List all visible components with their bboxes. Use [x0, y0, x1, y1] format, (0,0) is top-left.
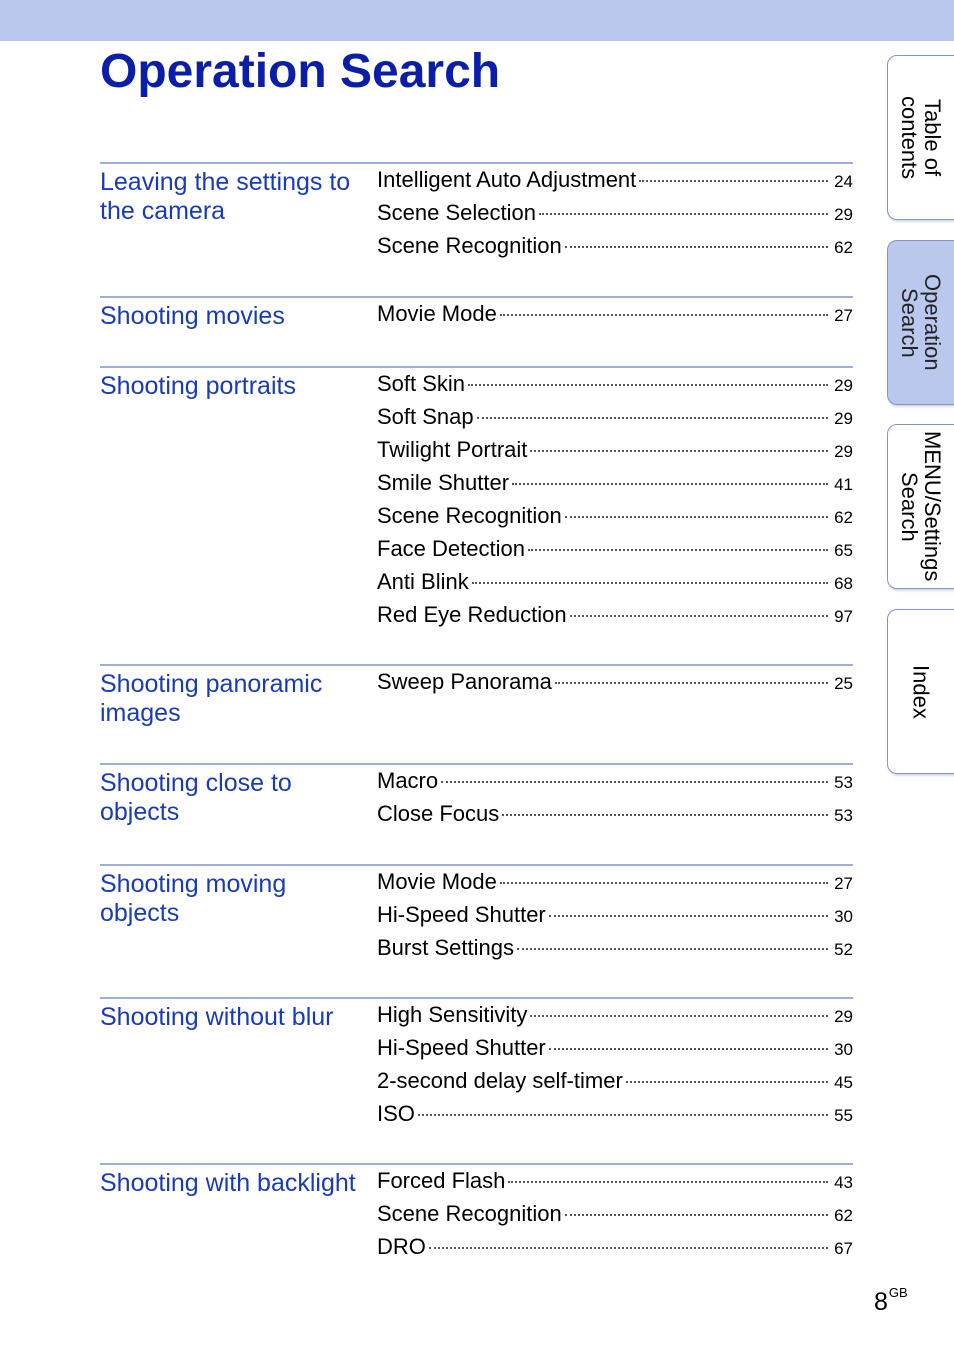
entry-link[interactable]: [377, 536, 853, 569]
page-number-value: 8: [874, 1288, 888, 1316]
entry-link[interactable]: [377, 200, 853, 233]
entry-link[interactable]: [377, 404, 853, 437]
category-label[interactable]: Shooting panoramic images: [100, 670, 323, 727]
entry-page[interactable]: 29: [834, 376, 853, 395]
entry-link[interactable]: [377, 233, 853, 266]
entry-link[interactable]: [377, 470, 853, 503]
leader-dots: [539, 213, 828, 215]
page-number-suffix: GB: [888, 1285, 908, 1300]
entry-link[interactable]: [377, 768, 853, 801]
entry-label[interactable]: ISO: [377, 1101, 415, 1126]
entry-link[interactable]: [377, 935, 853, 968]
entry-page[interactable]: 27: [834, 306, 853, 325]
entry-label[interactable]: Close Focus: [377, 801, 500, 826]
entry-link[interactable]: [377, 301, 853, 334]
leader-dots: [565, 1214, 828, 1216]
leader-dots: [502, 814, 828, 816]
category-label[interactable]: Shooting close to objects: [100, 769, 292, 826]
category-label[interactable]: Shooting portraits: [100, 372, 296, 400]
entry-page[interactable]: 62: [834, 508, 853, 527]
leader-dots: [570, 615, 829, 617]
section-with-backlight: [100, 1163, 853, 1273]
entry-label[interactable]: Scene Recognition: [377, 503, 562, 528]
entry-page[interactable]: 62: [834, 238, 853, 257]
leader-dots: [429, 1247, 828, 1249]
section-shooting-close: [100, 763, 853, 864]
entry-page[interactable]: 25: [834, 674, 853, 693]
entry-page[interactable]: 29: [834, 1007, 853, 1026]
entry-link[interactable]: [377, 569, 853, 602]
leader-dots: [549, 915, 828, 917]
section-shooting-panoramic: [100, 664, 853, 763]
tab-label: Table of contents: [897, 95, 945, 180]
leader-dots: [500, 314, 828, 316]
entry-label[interactable]: Hi-Speed Shutter: [377, 902, 546, 927]
entry-label[interactable]: Forced Flash: [377, 1168, 506, 1193]
entry-page[interactable]: 52: [834, 940, 853, 959]
entry-page[interactable]: 68: [834, 574, 853, 593]
leader-dots: [565, 516, 828, 518]
leader-dots: [500, 882, 828, 884]
entry-page[interactable]: 65: [834, 541, 853, 560]
tab-label: Index: [908, 664, 934, 719]
entry-page[interactable]: 27: [834, 874, 853, 893]
leader-dots: [418, 1114, 828, 1116]
entry-page[interactable]: 45: [834, 1073, 853, 1092]
entry-page[interactable]: 41: [834, 475, 853, 494]
leader-dots: [639, 180, 828, 182]
page-title: Operation Search: [100, 45, 501, 98]
entry-label[interactable]: 2-second delay self-timer: [377, 1068, 623, 1093]
entry-label[interactable]: Burst Settings: [377, 935, 514, 960]
entry-label[interactable]: Soft Snap: [377, 404, 474, 429]
section-shooting-moving: [100, 864, 853, 997]
entry-page[interactable]: 67: [834, 1239, 853, 1258]
entry-link[interactable]: [377, 869, 853, 902]
category-label[interactable]: Shooting movies: [100, 302, 285, 330]
leader-dots: [530, 450, 828, 452]
entry-page[interactable]: 53: [834, 773, 853, 792]
section-leaving-settings: [100, 162, 853, 296]
entry-label[interactable]: DRO: [377, 1234, 426, 1259]
section-shooting-portraits: [100, 366, 853, 664]
leader-dots: [555, 682, 828, 684]
entry-label[interactable]: Face Detection: [377, 536, 525, 561]
leader-dots: [477, 417, 828, 419]
entry-link[interactable]: [377, 1201, 853, 1234]
entry-label[interactable]: Scene Selection: [377, 200, 536, 225]
tab-label: MENU/Settings Search: [897, 431, 945, 582]
leader-dots: [549, 1048, 828, 1050]
entry-label[interactable]: Scene Recognition: [377, 233, 562, 258]
entry-link[interactable]: [377, 371, 853, 404]
tab-label: Operation Search: [897, 274, 945, 371]
entry-link[interactable]: [377, 902, 853, 935]
entry-page[interactable]: 30: [834, 1040, 853, 1059]
leader-dots: [530, 1015, 828, 1017]
entry-label[interactable]: High Sensitivity: [377, 1002, 528, 1027]
leader-dots: [626, 1081, 828, 1083]
entry-link[interactable]: [377, 167, 853, 200]
entry-page[interactable]: 55: [834, 1106, 853, 1125]
entry-page[interactable]: 97: [834, 607, 853, 626]
entry-label[interactable]: Hi-Speed Shutter: [377, 1035, 546, 1060]
entry-label[interactable]: Movie Mode: [377, 301, 497, 326]
entry-link[interactable]: [377, 1234, 853, 1267]
entry-label[interactable]: Smile Shutter: [377, 470, 510, 495]
operation-list: [100, 162, 853, 1273]
entry-link[interactable]: [377, 1101, 853, 1134]
entry-label[interactable]: Intelligent Auto Adjustment: [377, 167, 637, 192]
tab-index[interactable]: [887, 609, 954, 774]
category-label[interactable]: Shooting without blur: [100, 1003, 334, 1031]
header-band: [0, 0, 954, 41]
leader-dots: [565, 246, 828, 248]
entry-page[interactable]: 30: [834, 907, 853, 926]
leader-dots: [472, 582, 828, 584]
entry-label[interactable]: Sweep Panorama: [377, 669, 552, 694]
entry-link[interactable]: [377, 1035, 853, 1068]
entry-link[interactable]: [377, 437, 853, 470]
entry-label[interactable]: Red Eye Reduction: [377, 602, 567, 627]
entry-page[interactable]: 29: [834, 442, 853, 461]
entry-link[interactable]: [377, 1068, 853, 1101]
entry-label[interactable]: Movie Mode: [377, 869, 497, 894]
entry-link[interactable]: [377, 1168, 853, 1201]
entry-link[interactable]: [377, 602, 853, 635]
section-without-blur: [100, 997, 853, 1163]
category-label[interactable]: Shooting with backlight: [100, 1169, 356, 1197]
entry-label[interactable]: Anti Blink: [377, 569, 469, 594]
tab-operation-search[interactable]: [887, 240, 954, 405]
entry-page[interactable]: 24: [834, 172, 853, 191]
entry-link[interactable]: [377, 1002, 853, 1035]
tab-menu-settings-search[interactable]: [887, 424, 954, 589]
category-label[interactable]: Leaving the settings to the camera: [100, 168, 351, 225]
leader-dots: [517, 948, 828, 950]
entry-page[interactable]: 62: [834, 1206, 853, 1225]
leader-dots: [528, 549, 828, 551]
leader-dots: [468, 384, 828, 386]
entry-page[interactable]: 43: [834, 1173, 853, 1192]
entry-link[interactable]: [377, 801, 853, 834]
entry-link[interactable]: [377, 503, 853, 536]
category-label[interactable]: Shooting moving objects: [100, 870, 287, 927]
entry-page[interactable]: 53: [834, 806, 853, 825]
leader-dots: [441, 781, 828, 783]
entry-page[interactable]: 29: [834, 205, 853, 224]
tab-table-of-contents[interactable]: [887, 55, 954, 220]
section-shooting-movies: [100, 296, 853, 366]
leader-dots: [512, 483, 828, 485]
entry-label[interactable]: Scene Recognition: [377, 1201, 562, 1226]
entry-label[interactable]: Macro: [377, 768, 439, 793]
entry-label[interactable]: Soft Skin: [377, 371, 466, 396]
entry-page[interactable]: 29: [834, 409, 853, 428]
leader-dots: [508, 1181, 828, 1183]
entry-link[interactable]: [377, 669, 853, 702]
page-number: [874, 1285, 908, 1317]
entry-label[interactable]: Twilight Portrait: [377, 437, 528, 462]
